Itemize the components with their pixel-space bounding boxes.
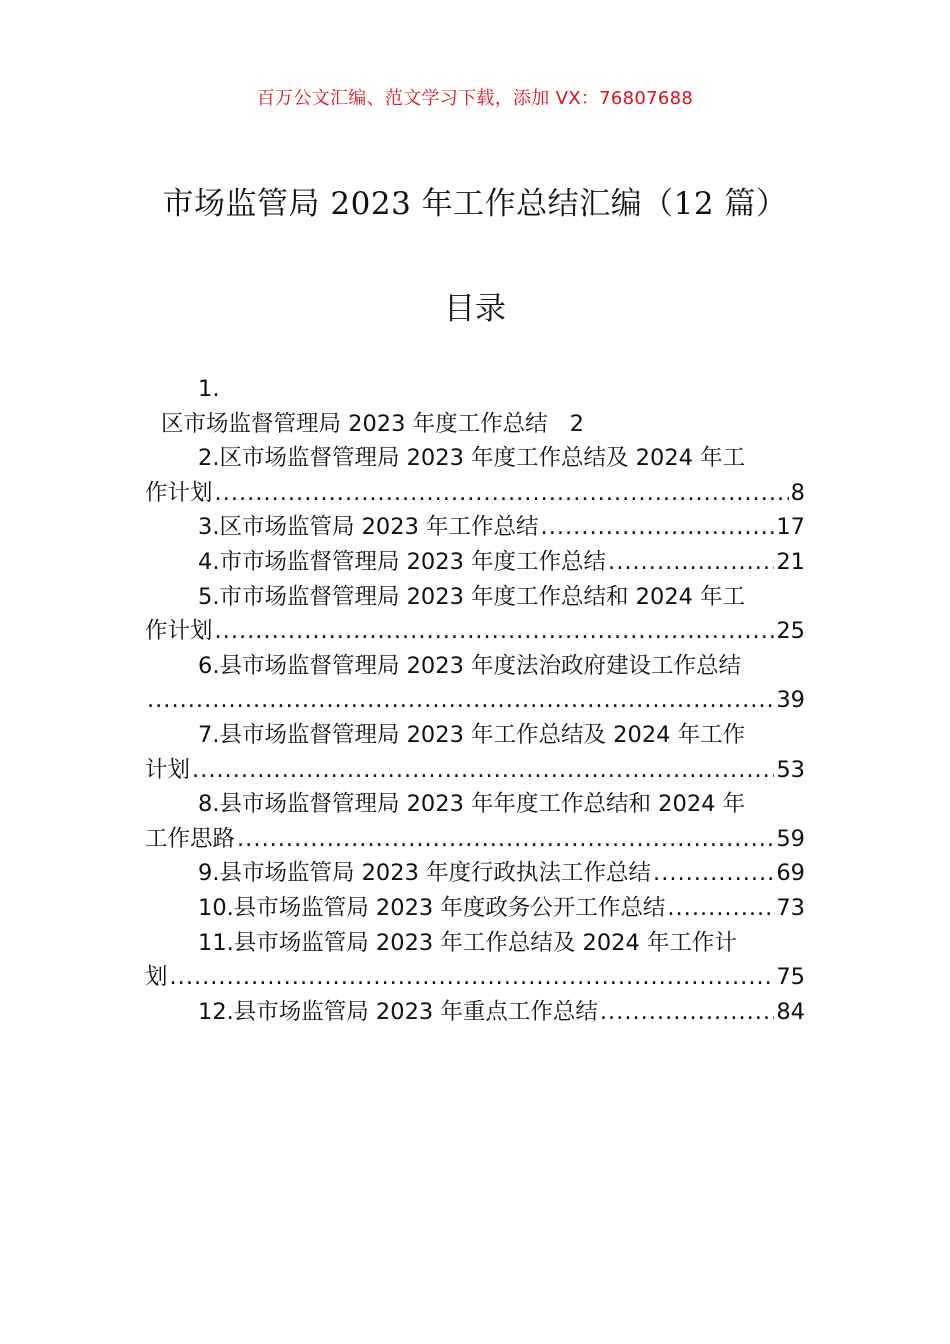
toc-item-page: 39 bbox=[776, 687, 805, 714]
dot-leader bbox=[215, 614, 775, 649]
toc-item-7-line1[interactable] bbox=[145, 718, 805, 753]
toc-item-page: 75 bbox=[776, 964, 805, 991]
dot-leader bbox=[653, 856, 774, 891]
toc-item-1-number-line[interactable] bbox=[145, 372, 805, 407]
toc-item-title-cont: 作计划 bbox=[145, 618, 213, 645]
toc-item-3[interactable] bbox=[145, 510, 805, 545]
toc-item-4[interactable] bbox=[145, 545, 805, 580]
toc-item-page: 53 bbox=[776, 756, 805, 783]
toc-item-6-line1[interactable] bbox=[145, 649, 805, 684]
toc-item-title: 区市场监督管理局 2023 年度工作总结 bbox=[161, 410, 548, 437]
toc-item-2-line1[interactable] bbox=[145, 441, 805, 476]
toc-item-8-line1[interactable] bbox=[145, 787, 805, 822]
toc-item-6-line2[interactable] bbox=[145, 683, 805, 718]
toc-item-title-cont: 作计划 bbox=[145, 479, 213, 506]
toc-item-11-line1[interactable] bbox=[145, 926, 805, 961]
toc-item-title: 9.县市场监管局 2023 年度行政执法工作总结 bbox=[198, 860, 652, 887]
promo-banner: 百万公文汇编、范文学习下载，添加 VX：76807688 bbox=[256, 88, 694, 109]
toc-item-title: 12.县市场监管局 2023 年重点工作总结 bbox=[198, 998, 598, 1025]
toc-item-title: 6.县市场监督管理局 2023 年度法治政府建设工作总结 bbox=[198, 652, 742, 679]
toc-item-page: 2 bbox=[569, 410, 584, 437]
toc-item-5-line1[interactable] bbox=[145, 580, 805, 615]
toc-item-title-cont: 工作思路 bbox=[145, 825, 236, 852]
toc-item-page: 17 bbox=[776, 514, 805, 541]
toc-item-5-line2[interactable] bbox=[145, 614, 805, 649]
toc-item-9[interactable] bbox=[145, 856, 805, 891]
toc-item-page: 25 bbox=[776, 618, 805, 645]
dot-leader bbox=[215, 476, 789, 511]
toc-item-11-line2[interactable] bbox=[145, 960, 805, 995]
toc-item-page: 21 bbox=[776, 548, 805, 575]
toc-item-1-line[interactable] bbox=[145, 407, 805, 442]
toc-heading: 目录 bbox=[444, 291, 506, 327]
toc-item-title: 10.县市场监管局 2023 年度政务公开工作总结 bbox=[198, 894, 666, 921]
toc-item-page: 8 bbox=[790, 479, 805, 506]
toc-item-page: 84 bbox=[776, 998, 805, 1025]
toc-item-page: 59 bbox=[776, 825, 805, 852]
page-title: 市场监管局 2023 年工作总结汇编（12 篇） bbox=[162, 186, 788, 222]
toc-item-title: 5.市市场监督管理局 2023 年度工作总结和 2024 年工 bbox=[198, 583, 746, 610]
toc-item-page: 73 bbox=[776, 894, 805, 921]
dot-leader bbox=[147, 683, 774, 718]
toc-item-title: 3.区市场监管局 2023 年工作总结 bbox=[198, 514, 539, 541]
toc-item-title-cont: 划 bbox=[145, 964, 168, 991]
toc-item-2-line2[interactable] bbox=[145, 476, 805, 511]
toc-item-title: 11.县市场监管局 2023 年工作总结及 2024 年工作计 bbox=[198, 929, 737, 956]
dot-leader bbox=[541, 510, 775, 545]
dot-leader bbox=[600, 995, 775, 1030]
toc-item-number: 1. bbox=[198, 376, 220, 402]
dot-leader bbox=[192, 753, 774, 788]
toc-item-title: 2.区市场监督管理局 2023 年度工作总结及 2024 年工 bbox=[198, 445, 746, 472]
dot-leader bbox=[237, 822, 774, 857]
dot-leader bbox=[608, 545, 774, 580]
toc-item-page: 69 bbox=[776, 860, 805, 887]
dot-leader bbox=[170, 960, 775, 995]
toc-item-title: 8.县市场监督管理局 2023 年年度工作总结和 2024 年 bbox=[198, 791, 746, 818]
toc-item-title: 4.市市场监督管理局 2023 年度工作总结 bbox=[198, 548, 607, 575]
toc-item-7-line2[interactable] bbox=[145, 753, 805, 788]
toc-item-title: 7.县市场监督管理局 2023 年工作总结及 2024 年工作 bbox=[198, 721, 746, 748]
toc-item-8-line2[interactable] bbox=[145, 822, 805, 857]
toc-item-12[interactable] bbox=[145, 995, 805, 1030]
table-of-contents bbox=[145, 372, 805, 1029]
toc-item-title-cont: 计划 bbox=[145, 756, 191, 783]
toc-item-10[interactable] bbox=[145, 891, 805, 926]
dot-leader bbox=[667, 891, 774, 926]
